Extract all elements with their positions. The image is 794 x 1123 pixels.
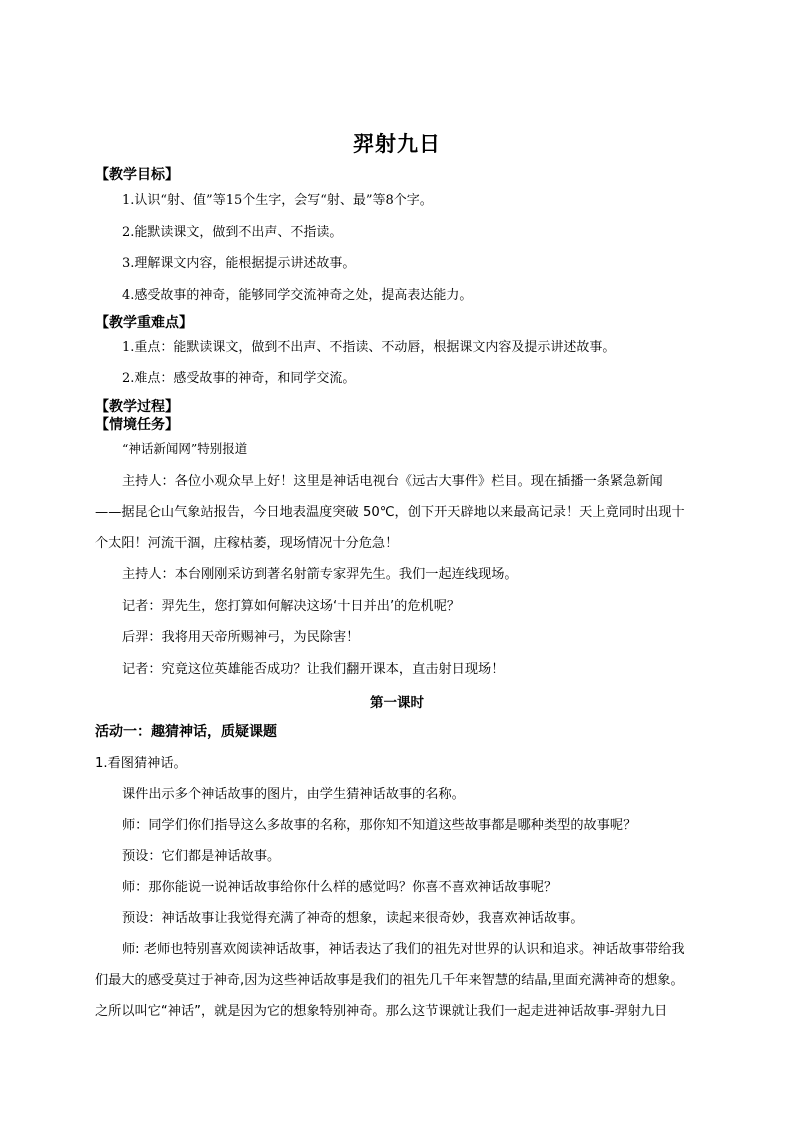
scenario-line: 主持人：本台刚刚采访到著名射箭专家羿先生。我们一起连线现场。 <box>122 567 518 582</box>
goal-item-2: 2.能默读课文，做到不出声、不指读。 <box>122 225 343 240</box>
key-point-2: 2.难点：感受故事的神奇，和同学交流。 <box>122 371 356 386</box>
dialogue-line: 预设：神话故事让我觉得充满了神奇的想象，读起来很奇妙，我喜欢神话故事。 <box>122 911 584 926</box>
dialogue-line: 预设：它们都是神话故事。 <box>122 849 281 864</box>
scenario-subtitle: “神话新闻网”特别报道 <box>122 441 248 456</box>
goals-heading: 【教学目标】 <box>95 167 179 183</box>
dialogue-line: 课件出示多个神话故事的图片，由学生猜神话故事的名称。 <box>122 787 465 802</box>
step-title: 1.看图猜神话。 <box>95 756 187 771</box>
dialogue-line: 师：同学们你们指导这么多故事的名称，那你知不知道这些故事都是哪种类型的故事呢？ <box>122 818 637 833</box>
page-title: 羿射九日 <box>353 132 441 156</box>
scenario-heading: 【情境任务】 <box>95 417 179 433</box>
process-heading: 【教学过程】 <box>95 399 179 415</box>
dialogue-line: 师：那你能说一说神话故事给你什么样的感觉吗？你喜不喜欢神话故事呢？ <box>122 880 558 895</box>
goal-item-4: 4.感受故事的神奇，能够同学交流神奇之处，提高表达能力。 <box>122 288 473 303</box>
scenario-line: 记者：羿先生，您打算如何解决这场‘十日并出’的危机呢？ <box>122 599 461 614</box>
scenario-line: 记者：究竟这位英雄能否成功？让我们翻开课本，直击射日现场！ <box>122 662 505 677</box>
dialogue-line: 们最大的感受莫过于神奇,因为这些神话故事是我们的祖先几千年来智慧的结晶,里面充满神奇的想象。 <box>95 973 684 988</box>
key-point-1: 1.重点：能默读课文，做到不出声、不指读、不动唇，根据课文内容及提示讲述故事。 <box>122 340 616 355</box>
dialogue-line: 师: 老师也特别喜欢阅读神话故事，神话表达了我们的祖先对世界的认识和追求。神话故事带给我 <box>122 942 685 957</box>
key-points-heading: 【教学重难点】 <box>95 315 193 331</box>
lesson-title: 第一课时 <box>370 695 424 711</box>
goal-item-3: 3.理解课文内容，能根据提示讲述故事。 <box>122 256 356 271</box>
scenario-line: 个太阳！河流干涸，庄稼枯萎，现场情况十分危急！ <box>95 536 399 551</box>
scenario-line: 主持人：各位小观众早上好！这里是神话电视台《远古大事件》栏目。现在插播一条紧急新闻 <box>122 474 663 489</box>
scenario-line: 后羿：我将用天帝所赐神弓，为民除害！ <box>122 630 360 645</box>
scenario-line: ——据昆仑山气象站报告，今日地表温度突破 50℃，创下开天辟地以来最高记录！天上竟同时出现十 <box>95 505 685 520</box>
dialogue-line: 之所以叫它“神话”，就是因为它的想象特别神奇。那么这节课就让我们一起走进神话故事-羿射九日 <box>95 1004 668 1019</box>
activity-title: 活动一：趣猜神话，质疑课题 <box>95 724 277 740</box>
goal-item-1: 1.认识“射、值”等15个生字，会写“射、最”等8个字。 <box>122 193 433 208</box>
